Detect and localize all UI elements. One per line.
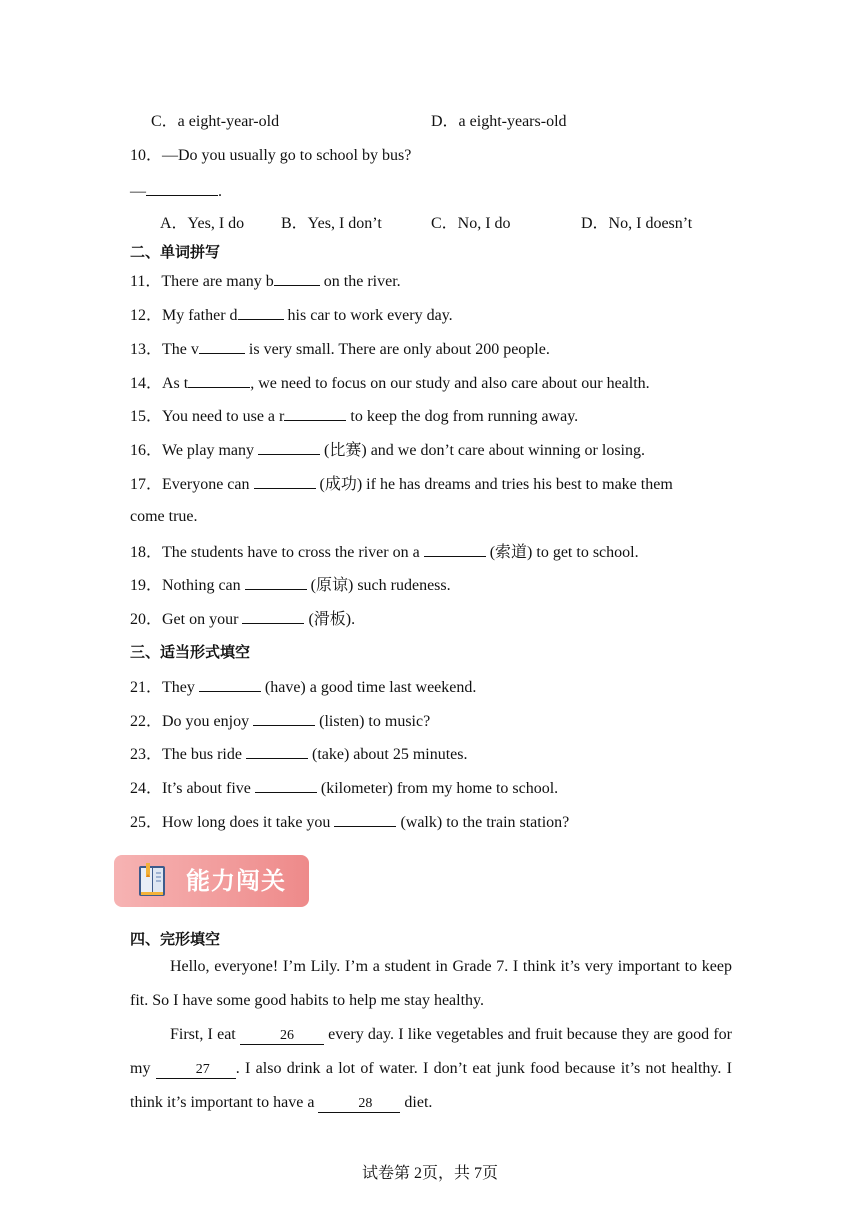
answer-blank[interactable] (253, 710, 315, 726)
book-icon (136, 863, 168, 899)
question-text: 24．It’s about five (130, 780, 255, 797)
question-text: (take) about 25 minutes. (307, 746, 468, 763)
passage-paragraph-1: Hello, everyone! I’m Lily. I’m a student in Grade 7. I think it’s very important to keep fit. So I have some good habits to help me stay healthy. (130, 958, 732, 1009)
ability-banner (114, 855, 309, 907)
question-23 (130, 743, 468, 765)
answer-blank[interactable] (146, 180, 218, 196)
answer-blank[interactable] (424, 541, 486, 557)
page-footer: 试卷第 2页，共 7页 (361, 1165, 498, 1182)
banner-title: 能力闯关 (186, 867, 286, 895)
answer-blank[interactable] (254, 473, 316, 489)
question-text: (walk) to the train station? (396, 814, 570, 831)
question-text: 20．Get on your (130, 611, 243, 628)
question-text: (滑板). (304, 611, 356, 628)
cloze-blank-26[interactable]: 26 (240, 1028, 324, 1045)
question-22 (130, 710, 430, 732)
question-17-continued: come true. (130, 508, 198, 525)
question-text: 14．As t (130, 375, 189, 392)
question-14 (130, 372, 650, 394)
question-text: is very small. There are only about 200 people. (244, 341, 550, 358)
answer-blank[interactable] (258, 439, 320, 455)
answer-blank[interactable] (284, 405, 346, 421)
answer-blank[interactable] (238, 304, 284, 320)
question-24 (130, 777, 558, 799)
question-text: (listen) to music? (315, 713, 431, 730)
question-18 (130, 541, 639, 563)
answer-blank[interactable] (334, 811, 396, 827)
question-10: 10．—Do you usually go to school by bus? (130, 147, 412, 164)
question-text: his car to work every day. (283, 307, 453, 324)
question-21 (130, 676, 476, 698)
question-13 (130, 338, 550, 360)
question-text: (原谅) such rudeness. (306, 577, 451, 594)
question-text: 13．The v (130, 341, 199, 358)
answer-blank[interactable] (274, 270, 320, 286)
question-text: 11．There are many b (130, 273, 274, 290)
answer-blank[interactable] (242, 608, 304, 624)
passage-text: . I also drink a lot of water. I don’t eat junk food because it’s not healthy. I think it’s important to have a (130, 1060, 732, 1111)
answer-blank[interactable] (246, 743, 308, 759)
question-text: 23．The bus ride (130, 746, 246, 763)
option-d: D．No, I doesn’t (581, 215, 693, 232)
cloze-blank-27[interactable]: 27 (156, 1062, 236, 1079)
question-text: (索道) to get to school. (485, 544, 639, 561)
dash: — (130, 183, 146, 200)
cloze-blank-28[interactable]: 28 (318, 1096, 400, 1113)
answer-blank[interactable] (188, 372, 250, 388)
answer-blank[interactable] (255, 777, 317, 793)
question-text: 17．Everyone can (130, 476, 254, 493)
option-c: C．a eight-year-old (151, 113, 280, 130)
question-text: (have) a good time last weekend. (260, 679, 477, 696)
question-20 (130, 608, 355, 630)
answer-blank[interactable] (245, 574, 307, 590)
question-16 (130, 439, 645, 461)
section-heading: 三、适当形式填空 (130, 643, 251, 661)
question-text: 18．The students have to cross the river on a (130, 544, 424, 561)
question-text: (kilometer) from my home to school. (316, 780, 559, 797)
question-10-answer-line (130, 180, 222, 202)
period: . (218, 183, 222, 200)
passage-text: diet. (400, 1094, 433, 1111)
question-text: on the river. (319, 273, 401, 290)
question-text: 16．We play many (130, 442, 259, 459)
section-heading: 二、单词拼写 (130, 243, 221, 261)
section-heading: 四、完形填空 (130, 930, 221, 948)
question-text: 25．How long does it take you (130, 814, 335, 831)
question-text: 12．My father d (130, 307, 238, 324)
passage-text: every day. I like vegetables and fruit because they are good for my (130, 1026, 732, 1077)
question-15 (130, 405, 578, 427)
question-text: 15．You need to use a r (130, 408, 285, 425)
question-text: to keep the dog from running away. (346, 408, 579, 425)
question-text: , we need to focus on our study and also care about our health. (250, 375, 650, 392)
option-c: C．No, I do (431, 215, 511, 232)
question-25 (130, 811, 569, 833)
option-d: D．a eight-years-old (431, 113, 567, 130)
option-b: B．Yes, I don’t (281, 215, 382, 232)
answer-blank[interactable] (199, 338, 245, 354)
question-text: (成功) if he has dreams and tries his best to make them (315, 476, 673, 493)
passage-text: First, I eat (170, 1026, 240, 1043)
question-text: 21．They (130, 679, 199, 696)
answer-blank[interactable] (199, 676, 261, 692)
question-12 (130, 304, 453, 326)
question-11 (130, 270, 401, 292)
question-text: 19．Nothing can (130, 577, 245, 594)
question-text: 22．Do you enjoy (130, 713, 254, 730)
question-17 (130, 473, 673, 495)
question-text: (比赛) and we don’t care about winning or losing. (320, 442, 646, 459)
passage-paragraph-2 (130, 1018, 732, 1120)
option-a: A．Yes, I do (160, 215, 245, 232)
question-19 (130, 574, 451, 596)
